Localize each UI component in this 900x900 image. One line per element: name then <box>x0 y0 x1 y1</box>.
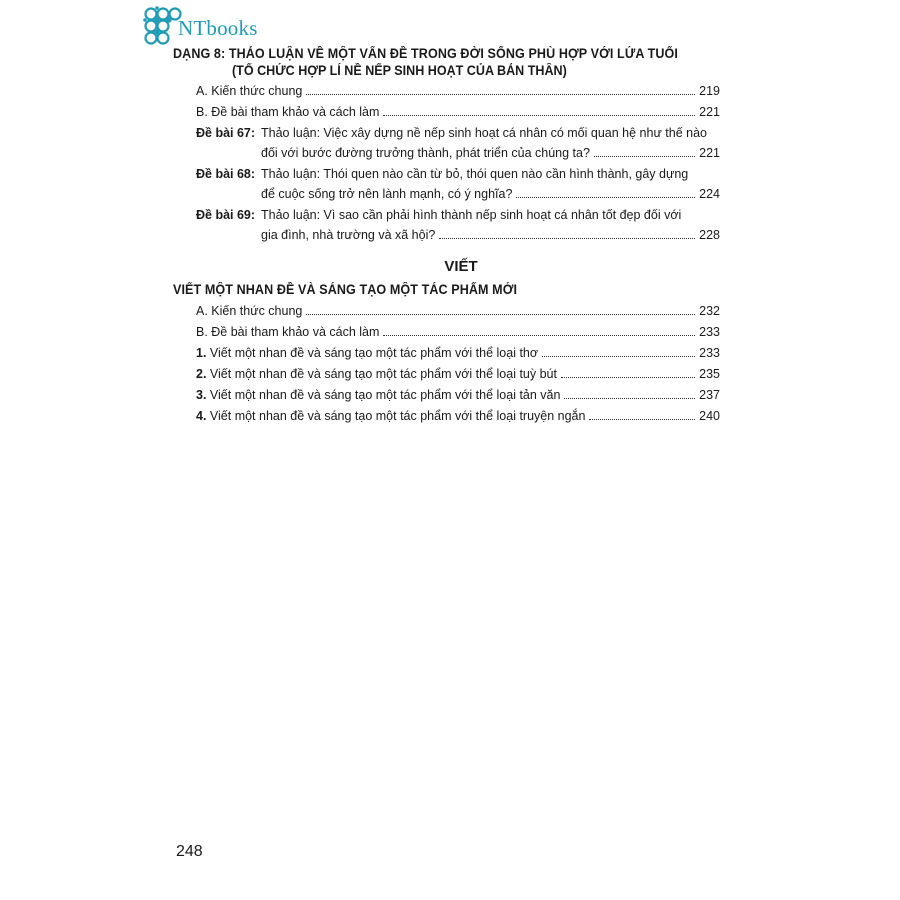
toc-entry-label: Viết một nhan đề và sáng tạo một tác phẩm với thể loại tản văn <box>206 388 561 402</box>
debai-text: Thảo luận: Thói quen nào cần từ bỏ, thói quen nào cần hình thành, gây dựng <box>261 167 689 181</box>
dot-leader <box>383 115 695 116</box>
toc-entry-label: A. Kiến thức chung <box>196 304 303 318</box>
toc-entry[interactable] <box>196 344 720 362</box>
toc-entry[interactable] <box>196 323 720 341</box>
toc-entry-label: A. Kiến thức chung <box>196 84 303 98</box>
debai-text: đối với bước đường trưởng thành, phát triển của chúng ta? <box>261 146 590 160</box>
toc-entry[interactable] <box>196 103 720 121</box>
toc-debai-entry[interactable] <box>196 206 720 244</box>
toc-entry[interactable] <box>196 407 720 425</box>
toc-entry-number: 4. <box>196 409 207 423</box>
toc-entry-page: 219 <box>699 84 720 98</box>
toc-entry[interactable] <box>196 386 720 404</box>
debai-text: gia đình, nhà trường và xã hội? <box>261 228 436 242</box>
toc-entry-page: 221 <box>699 105 720 119</box>
dot-leader <box>306 314 695 315</box>
dot-leader <box>594 156 695 157</box>
dot-leader <box>516 197 695 198</box>
section-heading: VIẾT MỘT NHAN ĐỀ VÀ SÁNG TẠO MỘT TÁC PHẨM MỚI <box>173 282 518 297</box>
dot-leader <box>542 356 695 357</box>
toc-entry-label: Viết một nhan đề và sáng tạo một tác phẩm với thể loại truyện ngắn <box>206 409 586 423</box>
toc-entry-page: 240 <box>699 409 720 423</box>
dot-leader <box>564 398 695 399</box>
section-heading: DẠNG 8: THẢO LUẬN VỀ MỘT VẤN ĐỀ TRONG ĐỜI SỐNG PHÙ HỢP VỚI LỨA TUỔI <box>173 46 678 61</box>
debai-tag: Đề bài 67: <box>196 126 256 140</box>
toc-entry-page: 237 <box>699 388 720 402</box>
page-number: 248 <box>176 843 203 860</box>
dot-leader <box>383 335 695 336</box>
section-subheading: (TỔ CHỨC HỢP LÍ NỀ NẾP SINH HOẠT CỦA BẢN THÂN) <box>232 63 567 78</box>
debai-text: để cuộc sống trở nên lành mạnh, có ý nghĩa? <box>261 187 513 201</box>
dot-leader <box>589 419 695 420</box>
toc-entry-number: 3. <box>196 388 207 402</box>
toc-entry-label: Viết một nhan đề và sáng tạo một tác phẩm với thể loại thơ <box>206 346 539 360</box>
dot-leader <box>561 377 695 378</box>
toc-debai-entry[interactable] <box>196 124 720 162</box>
toc-entry-label: Viết một nhan đề và sáng tạo một tác phẩm với thể loại tuỳ bút <box>206 367 557 381</box>
debai-text: Thảo luận: Vì sao cần phải hình thành nếp sinh hoạt cá nhân tốt đẹp đối với <box>261 208 682 222</box>
toc-entry-page: 224 <box>699 187 720 201</box>
brand-logo <box>142 6 258 50</box>
toc-debai-entry[interactable] <box>196 165 720 203</box>
toc-entry[interactable] <box>196 365 720 383</box>
dot-leader <box>439 238 695 239</box>
toc-entry-number: 1. <box>196 346 207 360</box>
toc-entry-page: 221 <box>699 146 720 160</box>
toc-entry-page: 228 <box>699 228 720 242</box>
toc-entry-label: B. Đề bài tham khảo và cách làm <box>196 105 380 119</box>
toc-entry-page: 232 <box>699 304 720 318</box>
toc-entry-page: 235 <box>699 367 720 381</box>
toc-entry[interactable] <box>196 82 720 100</box>
toc-entry-number: 2. <box>196 367 207 381</box>
toc-entry-page: 233 <box>699 325 720 339</box>
debai-tag: Đề bài 68: <box>196 167 256 181</box>
part-heading: VIẾT <box>444 258 478 275</box>
debai-tag: Đề bài 69: <box>196 208 256 222</box>
brand-logo-text: NTbooks <box>178 16 258 40</box>
dot-leader <box>306 94 695 95</box>
toc-entry-page: 233 <box>699 346 720 360</box>
debai-text: Thảo luận: Việc xây dựng nề nếp sinh hoạt cá nhân có mối quan hệ như thế nào <box>261 126 707 140</box>
toc-entry-label: B. Đề bài tham khảo và cách làm <box>196 325 380 339</box>
toc-entry[interactable] <box>196 302 720 320</box>
